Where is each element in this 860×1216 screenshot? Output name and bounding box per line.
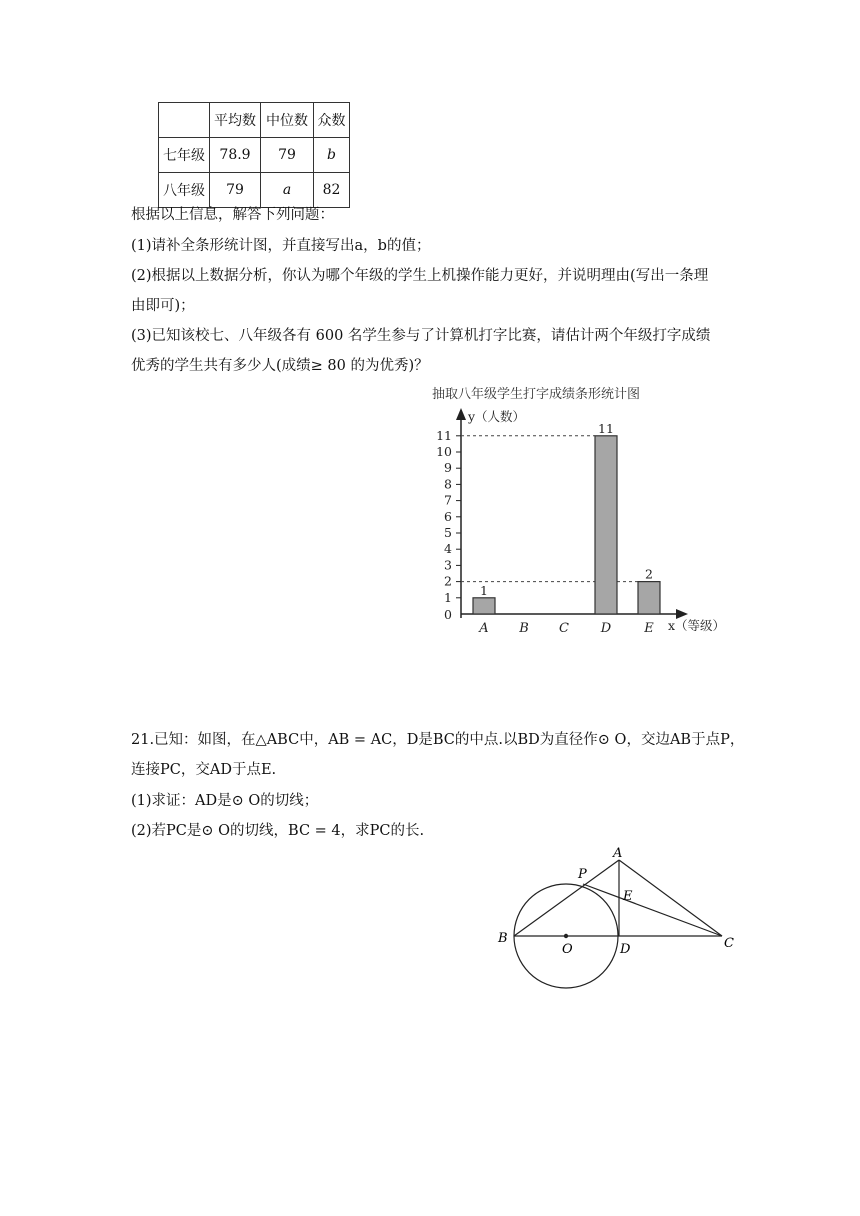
y-tick-label: 9 <box>444 460 452 476</box>
table-cell-median: 79 <box>261 138 314 173</box>
table-cell-mode: 82 <box>314 173 350 208</box>
y-tick-label: 8 <box>444 476 452 492</box>
table-header-cell: 众数 <box>314 103 350 138</box>
y-tick-label: 10 <box>436 444 452 459</box>
label-a: A <box>613 846 623 861</box>
x-tick-label: D <box>600 621 612 636</box>
q20-part2-line2: 由即可)； <box>131 298 195 314</box>
table-cell-mode: b <box>314 138 350 173</box>
chart-title: 抽取八年级学生打字成绩条形统计图 <box>432 387 641 402</box>
q21-line1: 21.已知：如图，在△ABC中，AB = AC，D是BC的中点.以BD为直径作⊙ O，交边AB于点P， <box>131 732 745 748</box>
bar-value-label: 2 <box>645 566 653 582</box>
label-p: P <box>578 867 587 882</box>
label-e: E <box>623 889 633 904</box>
table-cell-median: a <box>261 173 314 208</box>
table-cell-mean: 79 <box>210 173 261 208</box>
q20-part2-line1: (2)根据以上数据分析，你认为哪个年级的学生上机操作能力更好，并说明理由(写出一条理 <box>131 268 709 284</box>
q20-part3-line1: (3)已知该校七、八年级各有 600 名学生参与了计算机打字比赛，请估计两个年级打字成绩 <box>131 328 711 344</box>
table-cell-grade: 八年级 <box>159 173 210 208</box>
table-cell-mean: 78.9 <box>210 138 261 173</box>
q21-line3: (1)求证：AD是⊙ O的切线； <box>131 793 319 809</box>
q20-part1: (1)请补全条形统计图，并直接写出a，b的值； <box>131 238 431 254</box>
y-tick-label: 4 <box>444 541 452 557</box>
q20-part3-line2: 优秀的学生共有多少人(成绩≥ 80 的为优秀)？ <box>131 358 429 374</box>
x-axis-label: x（等级） <box>668 618 726 633</box>
center-point <box>564 934 568 938</box>
segment-ac <box>619 860 722 936</box>
y-tick-label: 6 <box>444 508 452 524</box>
table-cell-grade: 七年级 <box>159 138 210 173</box>
y-axis-label: y（人数） <box>468 409 526 424</box>
segment-pc <box>583 884 722 936</box>
x-tick-label: B <box>519 621 529 636</box>
y-tick-label: 0 <box>444 607 452 622</box>
x-tick-label: C <box>559 621 569 636</box>
label-o: O <box>562 942 573 957</box>
q21-line4: (2)若PC是⊙ O的切线，BC = 4，求PC的长. <box>131 823 425 839</box>
bar-value-label: 11 <box>598 420 614 436</box>
y-tick-label: 11 <box>436 427 452 443</box>
label-c: C <box>724 936 734 951</box>
table-header-cell: 中位数 <box>261 103 314 138</box>
x-tick-label: A <box>479 621 489 636</box>
y-tick-label: 7 <box>444 492 452 508</box>
q21-line2: 连接PC，交AD于点E. <box>131 762 277 778</box>
table-header-cell: 平均数 <box>210 103 261 138</box>
label-d: D <box>620 942 631 957</box>
x-tick-label: E <box>644 621 654 636</box>
y-tick-label: 1 <box>444 589 452 605</box>
y-tick-label: 2 <box>444 573 452 589</box>
y-tick-label: 3 <box>444 557 452 573</box>
bar-value-label: 1 <box>480 582 488 598</box>
q20-intro: 根据以上信息，解答下列问题： <box>131 207 334 223</box>
label-b: B <box>498 931 508 946</box>
y-tick-label: 5 <box>444 525 452 540</box>
